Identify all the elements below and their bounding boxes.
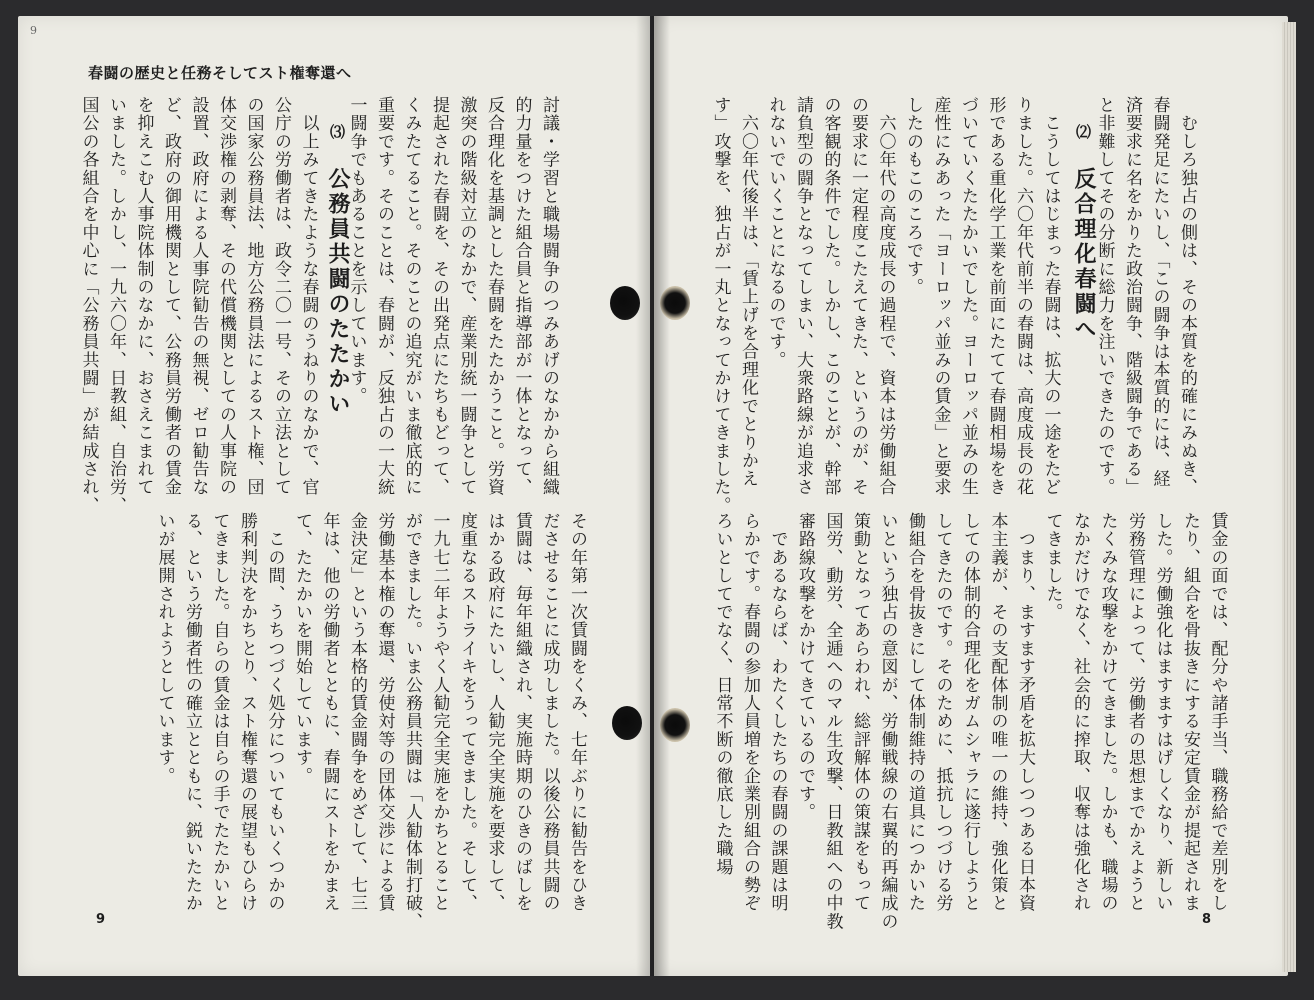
right-upper-left-paragraph: こうしてはじまった春闘は、拡大の一途をたど りました。六〇年代前半の春闘は、高度成長の花 形である重化学工業を前面にたてて春闘相場をき づいていくたたかいでした。ヨーロッパ並みの生 産性にみあった「ヨーロッパ並みの賃金」と要求 したのもこのころです。 六〇年代の高度成長の過程で、資本は労働組合 の要求に一定程度こたえてきた、というのが、そ の客観的条件でした。しかし、このことが、幹部 請負型の闘争となってしまい、大衆路線が追求さ れないでいくことになるのです。 六〇年代後半は、「賃上げを合理化でとりかえ す」攻撃を、独占が一丸となってかけてきました。	[710, 96, 1061, 515]
section-2-heading	[1068, 124, 1099, 342]
page-number-right: 8	[1202, 912, 1212, 927]
running-header: 春闘の歴史と任務そしてスト権奪還へ	[88, 64, 352, 82]
right-lower-paragraph: 賃金の面では、配分や諸手当、職務給で差別をし たり、組合を骨抜きにする安定賃金が提起されま した。労働強化はますますはげしくなり、新しい 労務管理によって、労働者の思想までかえようと たくみな攻撃をかけてきました。しかも、職場の なかだけでなく、社会的に搾取、収奪は強化され てきました。 つまり、ますます矛盾を拡大しつつある日本資 本主義が、その支配体制の唯一の維持、強化策と しての体制的合理化をガムシャラに遂行しようと してきたのです。そのために、抵抗しつづける労 働組合を骨抜きにして体制維持の道具につかいた いという独占の意図が、労働戦線の右翼的再編成の 策動となってあらわれ、総評解体の策謀をもって 国労、動労、全逓へのマル生攻撃、日教組への中教 審路線攻撃をかけてきているのです。 であるならば、わたくしたちの春闘の課題は明 らかです。春闘の参加人員増を企業別組合の勢ぞ ろいとしてでなく、日常不断の徹底した職場	[712, 512, 1228, 931]
section-3-heading	[322, 124, 353, 417]
binding-hole-bottom-left	[612, 706, 642, 740]
section-2-title: 反合理化春闘へ	[1071, 167, 1096, 342]
binding-hole-top-right	[660, 286, 690, 320]
binding-hole-bottom-right	[660, 708, 690, 742]
left-lower-paragraph: その年第一次賃闘をくみ、七年ぶりに勧告をひき ださせることに成功しました。以後公務員共闘の 賃闘は、毎年組織され、実施時期のひきのばしを はかる政府にたいし、人勧完全実施を要求して、 度重なるストライキをうってきました。そして、 一九七二年ようやく人勧完全実施をかちとること ができました。いま公務員共闘は「人勧体制打破、 労働基本権の奪還、労使対等の団体交渉による賃 金決定」という本格的賃金闘争をめざして、七三 年は、他の労働者とともに、春闘にストをかまえ て、たたかいを開始しています。 この間、うちつづく処分についてもいくつかの 勝利判決をかちとり、スト権奪還の展望もひらけ てきました。自らの賃金は自らの手でたたかいと る、という労働者性の確立とともに、鋭いたたか いが展開されようとしています。	[154, 512, 587, 931]
book-gutter	[636, 16, 670, 976]
section-3-title: 公務員共闘のたたかい	[325, 167, 350, 417]
page-number-left: 9	[96, 912, 106, 927]
section-2-number: ⑵	[1074, 124, 1092, 142]
left-upper-left-paragraph: 以上みてきたような春闘のうねりのなかで、官 公庁の労働者は、政令二〇一号、その立法として の国家公務員法、地方公務員法によるスト権、団 体交渉権の剥奪、その代償機関としての人事院の 設置、政府による人事院勧告の無視、ゼロ勧告な ど、政府の御用機関として、公務員労働者の賃金 を抑えこむ人事院体制のなかに、おさえこまれて いました。しかし、一九六〇年、日教組、自治労、 国公の各組合を中心に「公務員共闘」が結成され、	[78, 96, 319, 515]
left-upper-right-paragraph: 討議・学習と職場闘争のつみあげのなかから組織 的力量をつけた組合員と指導部が一体となって、 反合理化を基調とした春闘をたたかうこと。労資 激突の階級対立のなかで、産業別統一闘争として 提起された春闘を、その出発点にたちもどって、 くみたてること。そのことの追究がいま徹底的に 重要です。そのことは、春闘が、反独占の一大統 一闘争でもあることを示しています。	[346, 96, 559, 497]
binding-hole-top-left	[610, 286, 640, 320]
corner-mark: 9	[30, 24, 37, 37]
section-3-number: ⑶	[328, 124, 346, 142]
right-upper-right-paragraph: むしろ独占の側は、その本質を的確にみぬき、 春闘発足にたいし、「この闘争は本質的には、経 済要求に名をかりた政治闘争、階級闘争である」 と非難してその分断に総力を注いできたのです。	[1094, 96, 1197, 497]
page-edges	[1282, 22, 1296, 972]
